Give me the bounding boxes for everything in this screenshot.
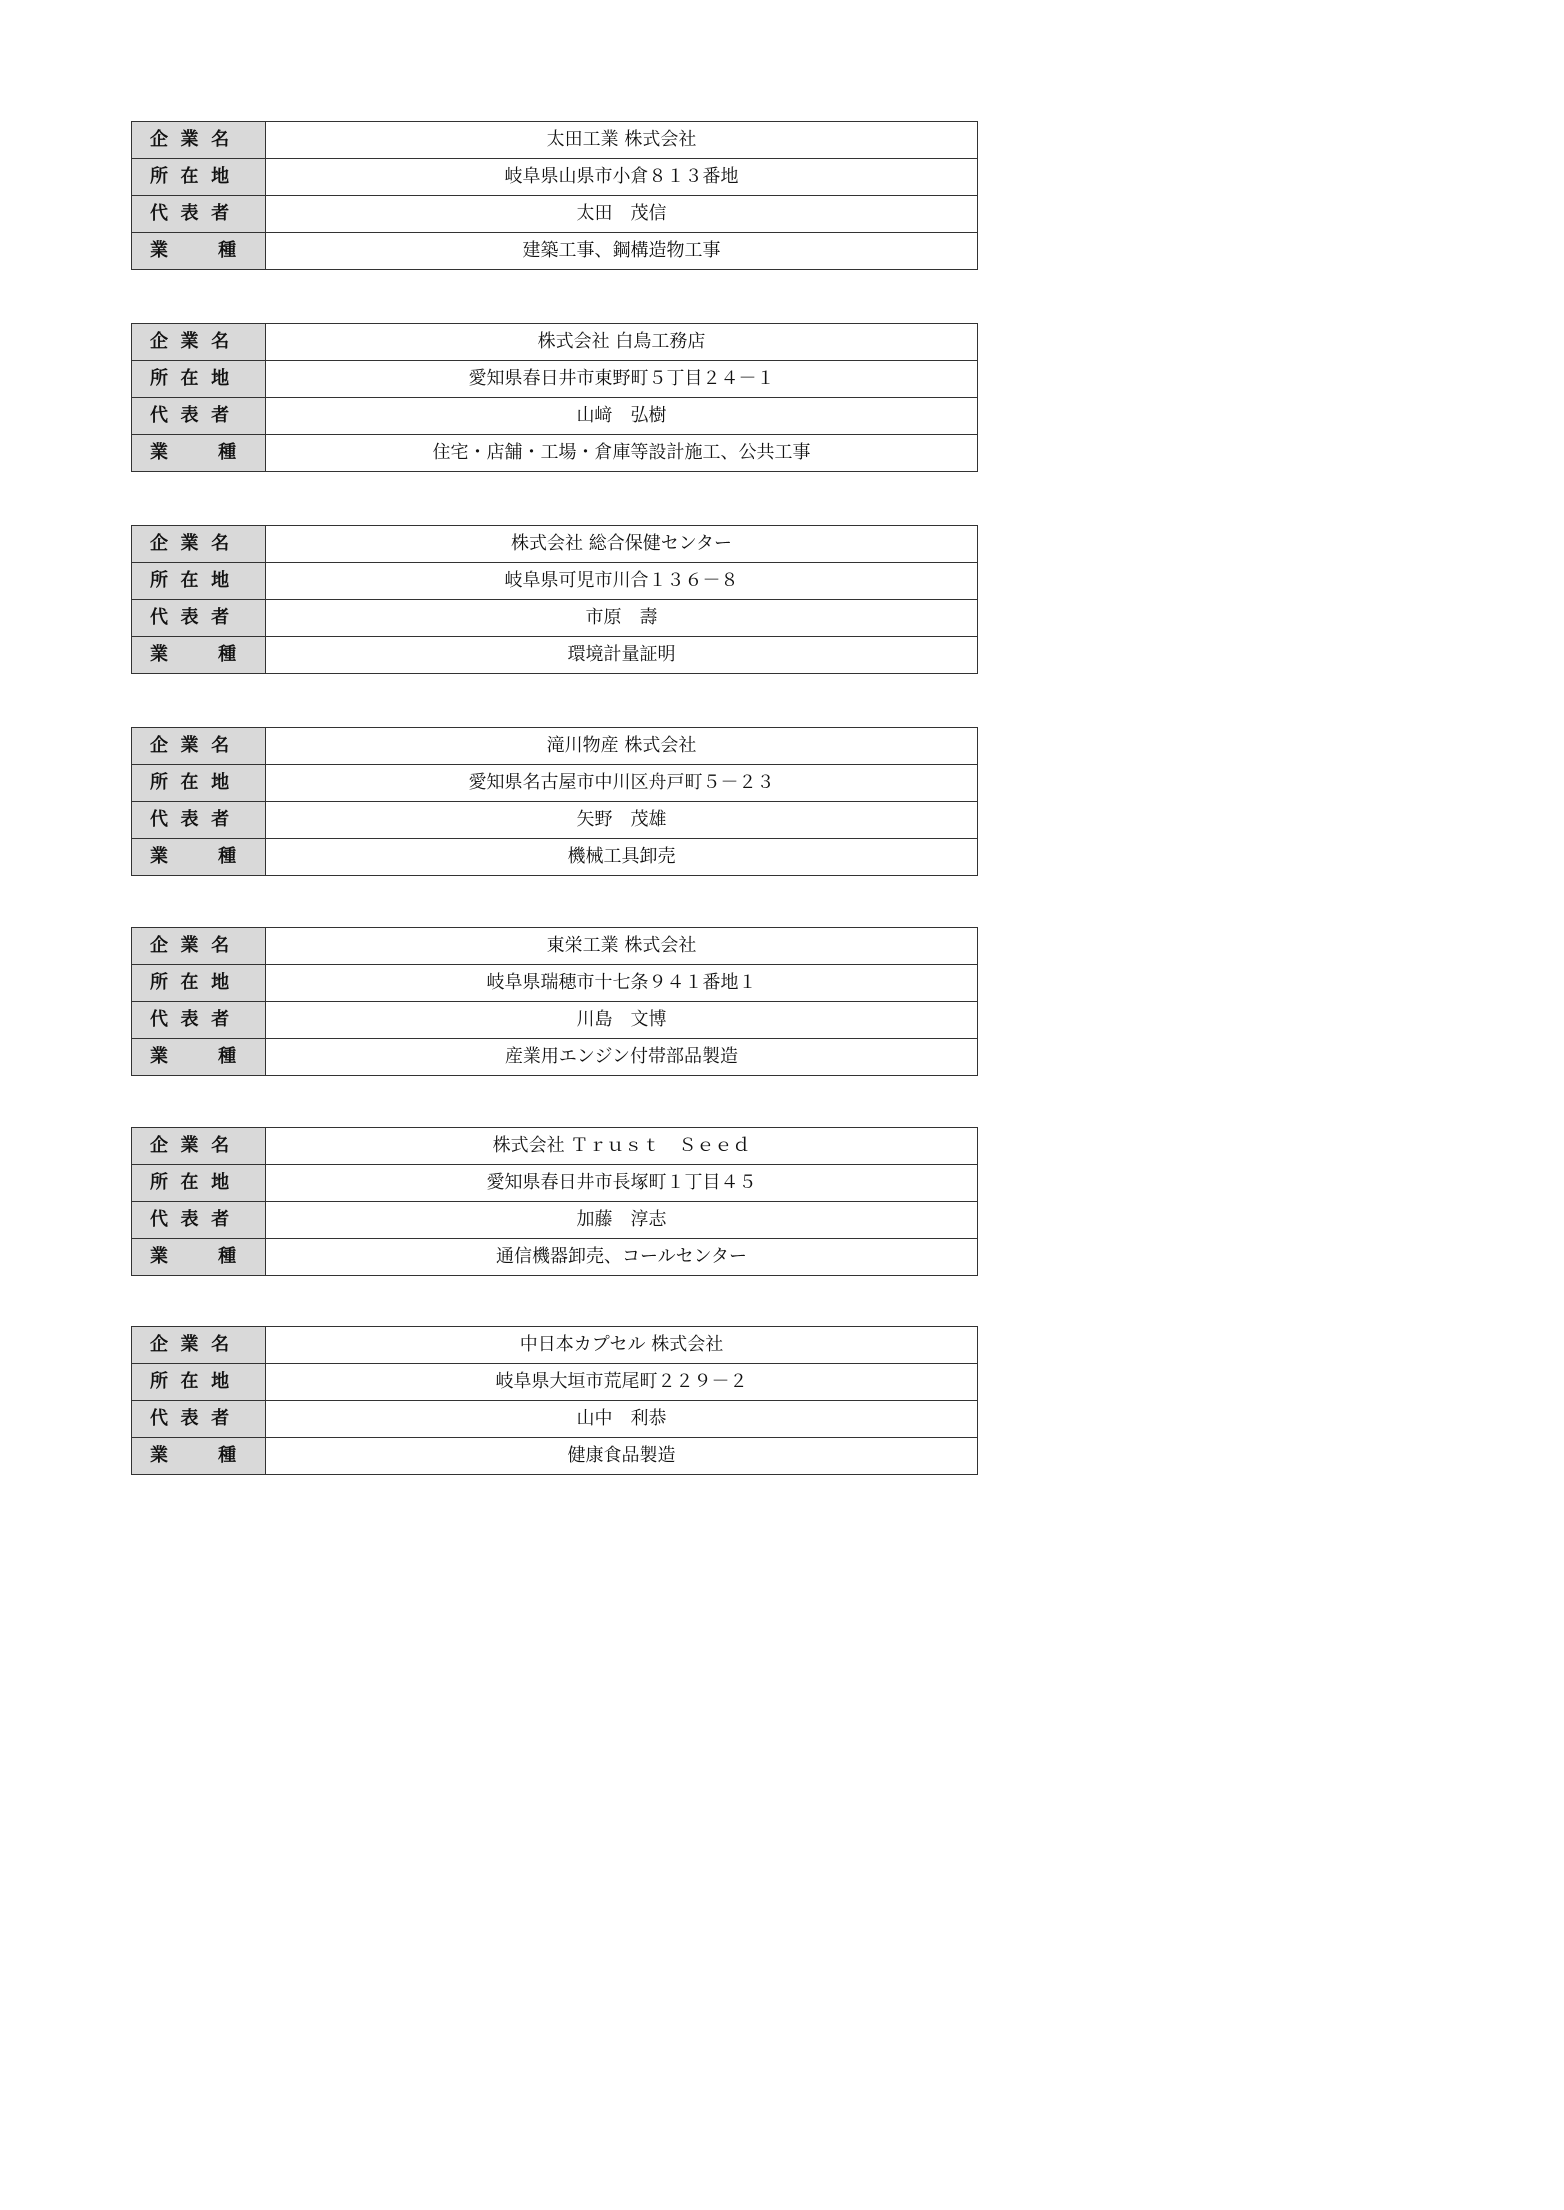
representative-value: 加藤 淳志 [266, 1202, 978, 1239]
industry-label: 業 種 [132, 1438, 266, 1475]
address-row [132, 765, 978, 802]
company-name-value: 株式会社 Ｔｒｕｓｔ Ｓｅｅｄ [266, 1128, 978, 1165]
representative-row [132, 398, 978, 435]
industry-row [132, 839, 978, 876]
representative-label: 代 表 者 [132, 1202, 266, 1239]
address-label: 所 在 地 [132, 563, 266, 600]
company-name-row [132, 122, 978, 159]
company-name-row [132, 1327, 978, 1364]
industry-value: 住宅・店舗・工場・倉庫等設計施工、公共工事 [266, 435, 978, 472]
address-label: 所 在 地 [132, 1364, 266, 1401]
company-name-row [132, 728, 978, 765]
address-label: 所 在 地 [132, 159, 266, 196]
representative-label: 代 表 者 [132, 600, 266, 637]
address-label: 所 在 地 [132, 765, 266, 802]
industry-label: 業 種 [132, 1239, 266, 1276]
representative-value: 山﨑 弘樹 [266, 398, 978, 435]
company-table-3 [131, 525, 978, 674]
representative-label: 代 表 者 [132, 196, 266, 233]
representative-value: 市原 壽 [266, 600, 978, 637]
representative-row [132, 802, 978, 839]
industry-value: 機械工具卸売 [266, 839, 978, 876]
company-name-value: 太田工業 株式会社 [266, 122, 978, 159]
representative-label: 代 表 者 [132, 1002, 266, 1039]
address-label: 所 在 地 [132, 1165, 266, 1202]
company-name-value: 株式会社 総合保健センター [266, 526, 978, 563]
company-table-6 [131, 1127, 978, 1276]
representative-value: 太田 茂信 [266, 196, 978, 233]
representative-value: 山中 利恭 [266, 1401, 978, 1438]
company-table-4 [131, 727, 978, 876]
industry-row [132, 1438, 978, 1475]
industry-row [132, 233, 978, 270]
company-name-label: 企 業 名 [132, 928, 266, 965]
representative-label: 代 表 者 [132, 1401, 266, 1438]
company-table-2 [131, 323, 978, 472]
address-row [132, 1165, 978, 1202]
representative-row [132, 1401, 978, 1438]
company-table-5 [131, 927, 978, 1076]
industry-row [132, 435, 978, 472]
representative-row [132, 600, 978, 637]
address-row [132, 1364, 978, 1401]
company-name-row [132, 1128, 978, 1165]
industry-label: 業 種 [132, 435, 266, 472]
address-label: 所 在 地 [132, 361, 266, 398]
industry-label: 業 種 [132, 839, 266, 876]
representative-row [132, 1002, 978, 1039]
address-label: 所 在 地 [132, 965, 266, 1002]
representative-value: 矢野 茂雄 [266, 802, 978, 839]
industry-label: 業 種 [132, 233, 266, 270]
address-value: 岐阜県可児市川合１３６－８ [266, 563, 978, 600]
company-name-label: 企 業 名 [132, 1128, 266, 1165]
address-row [132, 965, 978, 1002]
industry-row [132, 637, 978, 674]
company-name-label: 企 業 名 [132, 1327, 266, 1364]
address-value: 岐阜県山県市小倉８１３番地 [266, 159, 978, 196]
industry-value: 通信機器卸売、コールセンター [266, 1239, 978, 1276]
company-name-row [132, 526, 978, 563]
address-row [132, 159, 978, 196]
industry-label: 業 種 [132, 637, 266, 674]
company-name-row [132, 928, 978, 965]
address-value: 愛知県春日井市東野町５丁目２４－１ [266, 361, 978, 398]
company-table-7 [131, 1326, 978, 1475]
company-name-value: 中日本カプセル 株式会社 [266, 1327, 978, 1364]
representative-label: 代 表 者 [132, 802, 266, 839]
company-name-label: 企 業 名 [132, 728, 266, 765]
company-name-value: 株式会社 白鳥工務店 [266, 324, 978, 361]
representative-label: 代 表 者 [132, 398, 266, 435]
address-value: 岐阜県瑞穂市十七条９４１番地１ [266, 965, 978, 1002]
address-value: 愛知県春日井市長塚町１丁目４５ [266, 1165, 978, 1202]
address-row [132, 361, 978, 398]
representative-row [132, 1202, 978, 1239]
address-value: 岐阜県大垣市荒尾町２２９－２ [266, 1364, 978, 1401]
industry-value: 健康食品製造 [266, 1438, 978, 1475]
company-name-label: 企 業 名 [132, 526, 266, 563]
address-value: 愛知県名古屋市中川区舟戸町５－２３ [266, 765, 978, 802]
representative-value: 川島 文博 [266, 1002, 978, 1039]
industry-label: 業 種 [132, 1039, 266, 1076]
company-table-1 [131, 121, 978, 270]
industry-value: 建築工事、鋼構造物工事 [266, 233, 978, 270]
company-name-value: 滝川物産 株式会社 [266, 728, 978, 765]
company-name-row [132, 324, 978, 361]
company-name-label: 企 業 名 [132, 122, 266, 159]
industry-value: 産業用エンジン付帯部品製造 [266, 1039, 978, 1076]
industry-value: 環境計量証明 [266, 637, 978, 674]
industry-row [132, 1039, 978, 1076]
address-row [132, 563, 978, 600]
representative-row [132, 196, 978, 233]
industry-row [132, 1239, 978, 1276]
company-name-label: 企 業 名 [132, 324, 266, 361]
company-name-value: 東栄工業 株式会社 [266, 928, 978, 965]
